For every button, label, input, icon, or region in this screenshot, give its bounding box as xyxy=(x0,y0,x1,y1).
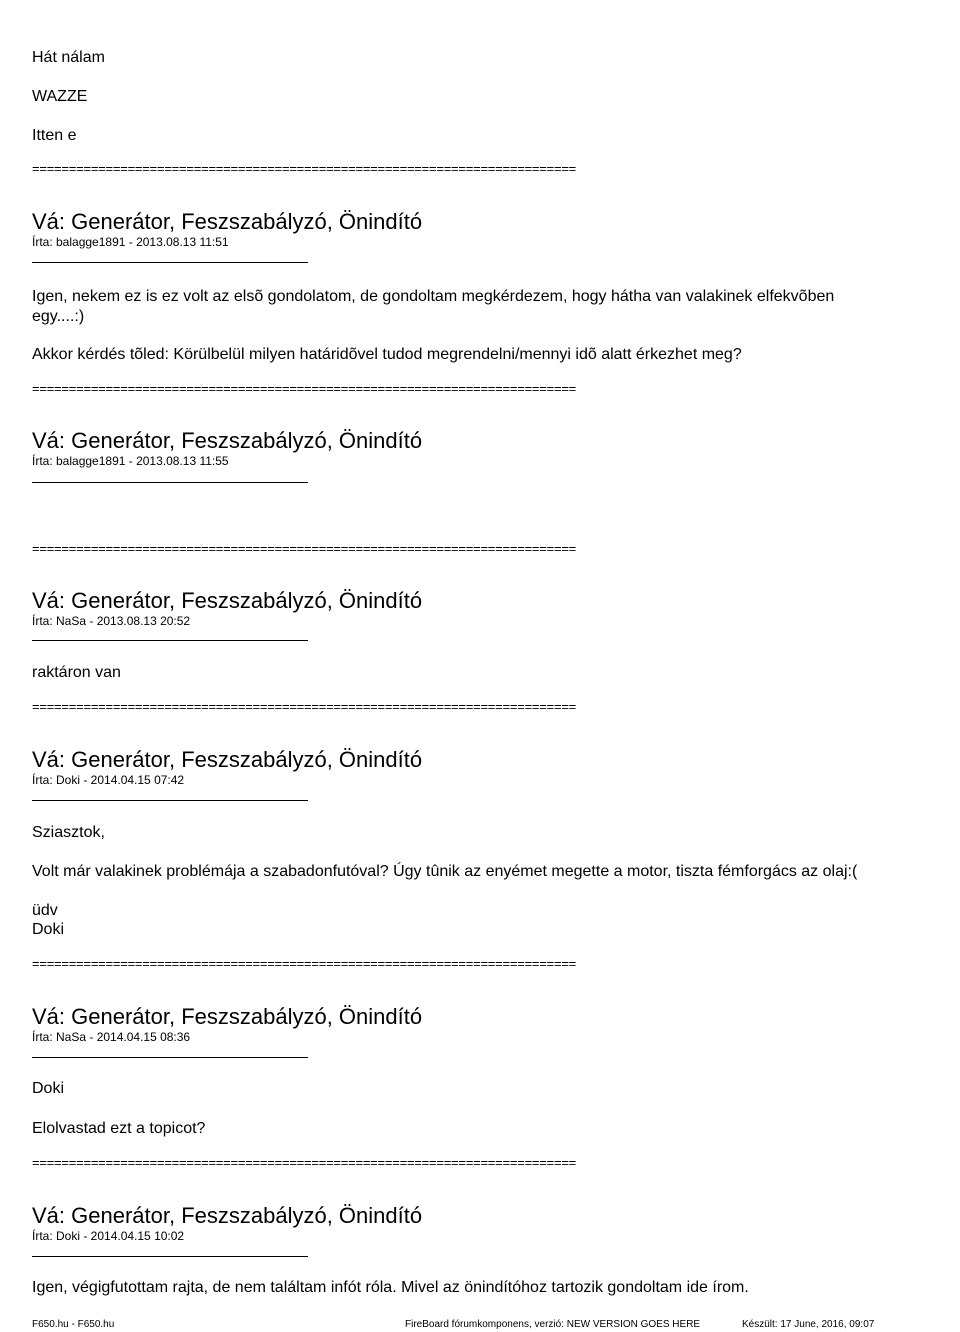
separator: ========================================================================== xyxy=(32,701,577,713)
post-body-line: Elolvastad ezt a topicot? xyxy=(32,1120,206,1137)
separator: ========================================================================== xyxy=(32,163,577,175)
separator: ========================================================================== xyxy=(32,958,577,970)
footer-generated: Készült: 17 June, 2016, 09:07 xyxy=(742,1319,875,1330)
post-meta: Írta: NaSa - 2014.04.15 08:36 xyxy=(32,1030,191,1044)
post-meta: Írta: balagge1891 - 2013.08.13 11:51 xyxy=(32,235,229,249)
divider xyxy=(32,800,308,801)
post-body-line: Akkor kérdés tõled: Körülbelül milyen határidõvel tudod megrendelni/mennyi idõ alatt érkezhet meg? xyxy=(32,346,742,363)
post-meta: Írta: Doki - 2014.04.15 07:42 xyxy=(32,773,185,787)
post-title: Vá: Generátor, Feszszabályzó, Önindító xyxy=(32,747,423,772)
intro-line: WAZZE xyxy=(32,88,88,105)
post-body-line: Igen, nekem ez is ez volt az elsõ gondolatom, de gondoltam megkérdezem, hogy hátha van valakinek elfekvõben xyxy=(32,288,835,305)
post-title: Vá: Generátor, Feszszabályzó, Önindító xyxy=(32,209,423,234)
post-meta: Írta: balagge1891 - 2013.08.13 11:55 xyxy=(32,454,229,468)
post-body-line: Doki xyxy=(32,1080,65,1097)
divider xyxy=(32,262,308,263)
post-meta: Írta: Doki - 2014.04.15 10:02 xyxy=(32,1229,185,1243)
post-body-line: Volt már valakinek problémája a szabadonfutóval? Úgy tûnik az enyémet megette a motor, tiszta fémforgács az olaj:( xyxy=(32,863,858,880)
post-body-line: üdv xyxy=(32,902,58,919)
post-title: Vá: Generátor, Feszszabályzó, Önindító xyxy=(32,1004,423,1029)
post-meta: Írta: NaSa - 2013.08.13 20:52 xyxy=(32,614,191,628)
post-title: Vá: Generátor, Feszszabályzó, Önindító xyxy=(32,588,423,613)
footer-component: FireBoard fórumkomponens, verzió: NEW VERSION GOES HERE xyxy=(405,1319,701,1330)
post-body-line: Igen, végigfutottam rajta, de nem találtam infót róla. Mivel az önindítóhoz tartozik gondoltam ide írom. xyxy=(32,1279,749,1296)
post-title: Vá: Generátor, Feszszabályzó, Önindító xyxy=(32,1203,423,1228)
separator: ========================================================================== xyxy=(32,543,577,555)
divider xyxy=(32,1256,308,1257)
footer-site: F650.hu - F650.hu xyxy=(32,1319,115,1330)
post-body-line: Sziasztok, xyxy=(32,824,105,841)
intro-line: Hát nálam xyxy=(32,49,105,66)
divider xyxy=(32,482,308,483)
divider xyxy=(32,640,308,641)
intro-line: Itten e xyxy=(32,127,77,144)
post-title: Vá: Generátor, Feszszabályzó, Önindító xyxy=(32,428,423,453)
post-body-line: egy....:) xyxy=(32,308,85,325)
divider xyxy=(32,1057,308,1058)
separator: ========================================================================== xyxy=(32,1157,577,1169)
post-body-line: Doki xyxy=(32,921,65,938)
post-body-line: raktáron van xyxy=(32,664,121,681)
separator: ========================================================================== xyxy=(32,383,577,395)
